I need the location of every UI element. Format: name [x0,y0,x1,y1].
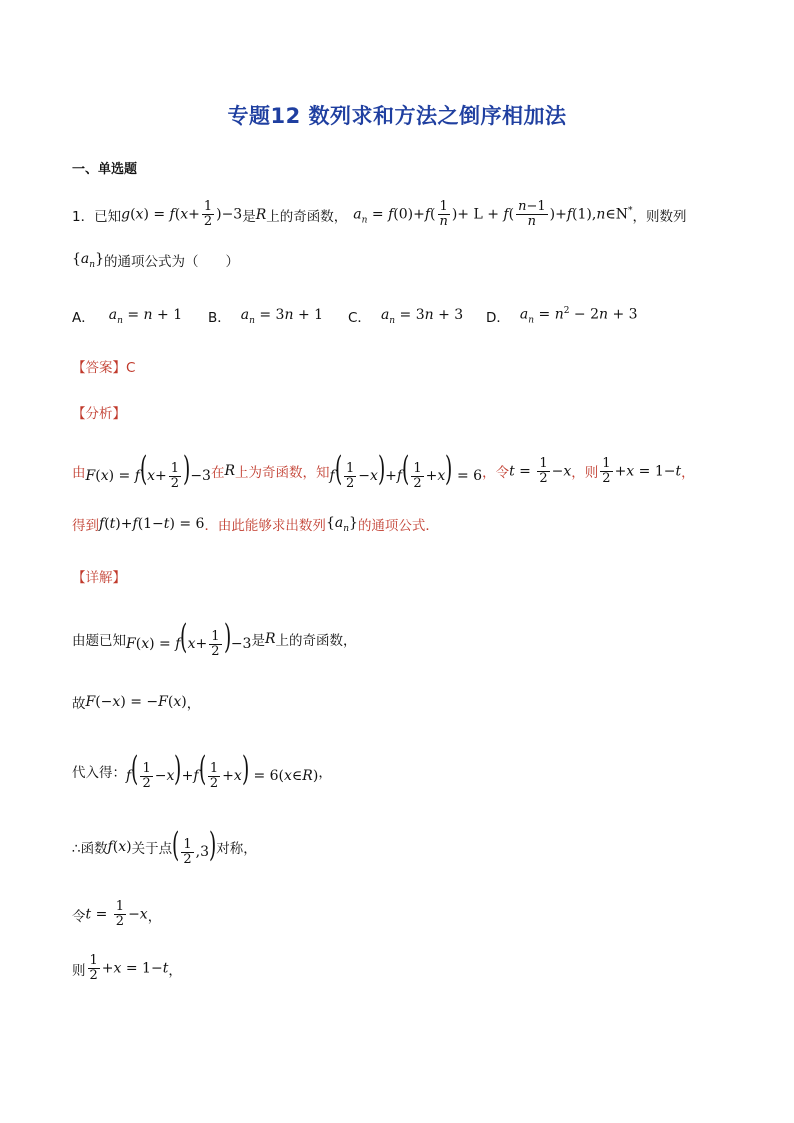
math-expression: $\{a_n\}$ [72,250,104,270]
text: ，令 [482,465,510,482]
math-expression: F(x) = f(x+ $\frac{1}{2}$ )−3 [85,449,211,491]
detail-line2 [72,692,200,712]
math-expression: $\frac{1}{2}$ +x = 1−t [602,455,682,486]
option-label: B． [208,310,231,326]
math-expression: $a_n = f(0)+f$( $\frac{1}{n}$ )+ L + f( $\frac{n-1}{n}$ )+f(1),n∈N* [353,199,633,229]
text: ， [186,696,201,712]
math-expression: t = $\frac{1}{2}$ −x [509,455,572,486]
math-expression: f( $\frac{1}{2}$ −x)+f( $\frac{1}{2}$ +x) = 6(x∈R) [126,749,319,791]
text: 对称， [216,841,257,858]
question-1-line1 [72,200,686,229]
analysis-line1 [72,449,695,491]
math-expression: ( $\frac{1}{2}$ ,3) [172,825,217,867]
text: 令 [72,908,86,925]
question-1-line2 [72,250,239,270]
text: 由题已知 [72,633,126,650]
detail-line6 [72,954,182,983]
text: 是 [242,208,256,225]
math-expression: f( $\frac{1}{2}$ −x)+f( $\frac{1}{2}$ +x) = 6 [329,449,483,491]
math-expression: F(−x) = −F(x) [85,694,187,710]
detail-line3 [72,749,332,791]
text: ， [318,765,332,782]
text: 关于点 [131,841,173,858]
text: 的通项公式为（ ） [104,254,239,270]
text: 得到 [72,518,99,534]
detail-line5 [72,900,161,929]
text: 则 [72,962,86,979]
answer-label: 【答案】C [72,360,136,376]
text: 上的奇函数， [275,633,357,650]
option-a[interactable]: A． $a_n = n + 1$ [72,306,183,326]
math-expression: F(x) = f(x+ $\frac{1}{2}$ )−3 [126,617,252,659]
text: ， [168,962,182,979]
text: 故 [72,696,86,712]
option-c[interactable]: C． $a_n = 3n + 3$ [348,306,464,326]
text: ∴函数 [72,841,108,858]
option-label: A． [72,310,95,326]
question-number: 1． [72,208,95,225]
option-label: D． [486,310,510,326]
detail-line1 [72,617,357,659]
text: ．由此能够求出数列 [204,518,326,534]
detail-label: 【详解】 [72,570,126,586]
option-d[interactable]: D． $a_n = n^2 - 2n + 3$ [486,306,638,326]
detail-line4 [72,825,257,867]
page-title: 专题12 数列求和方法之倒序相加法 [227,104,567,128]
text: ， [681,465,695,482]
text: 在 [210,465,225,482]
math-symbol: R [264,631,276,648]
text: 是 [251,633,265,650]
text: 代入得： [72,765,126,782]
analysis-line2 [72,514,439,534]
text: 已知 [94,208,122,225]
text: ， [147,908,162,925]
math-symbol: R [224,463,236,480]
math-symbol: R [255,206,267,223]
option-label: C． [348,310,371,326]
math-expression: $\{a_n\}$ [325,514,358,534]
text: 由 [72,465,86,482]
text: ，则数列 [632,208,687,225]
math-expression: $\frac{1}{2}$ +x = 1−t [89,953,169,983]
math-expression: f(t)+f(1−t) = 6 [99,516,205,532]
text: 上为奇函数，知 [235,465,330,482]
section-heading: 一、单选题 [72,162,138,177]
text: 上的奇函数， [266,208,348,225]
analysis-label: 【分析】 [72,406,126,422]
text: 的通项公式． [357,518,439,534]
math-expression: f(x) [107,839,132,856]
option-b[interactable]: B． $a_n = 3n + 1$ [208,306,324,326]
text: ，则 [571,465,599,482]
math-expression: g(x) = f(x+ $\frac{1}{2}$ )−3 [121,199,243,229]
math-expression: t = $\frac{1}{2}$ −x [85,899,148,929]
